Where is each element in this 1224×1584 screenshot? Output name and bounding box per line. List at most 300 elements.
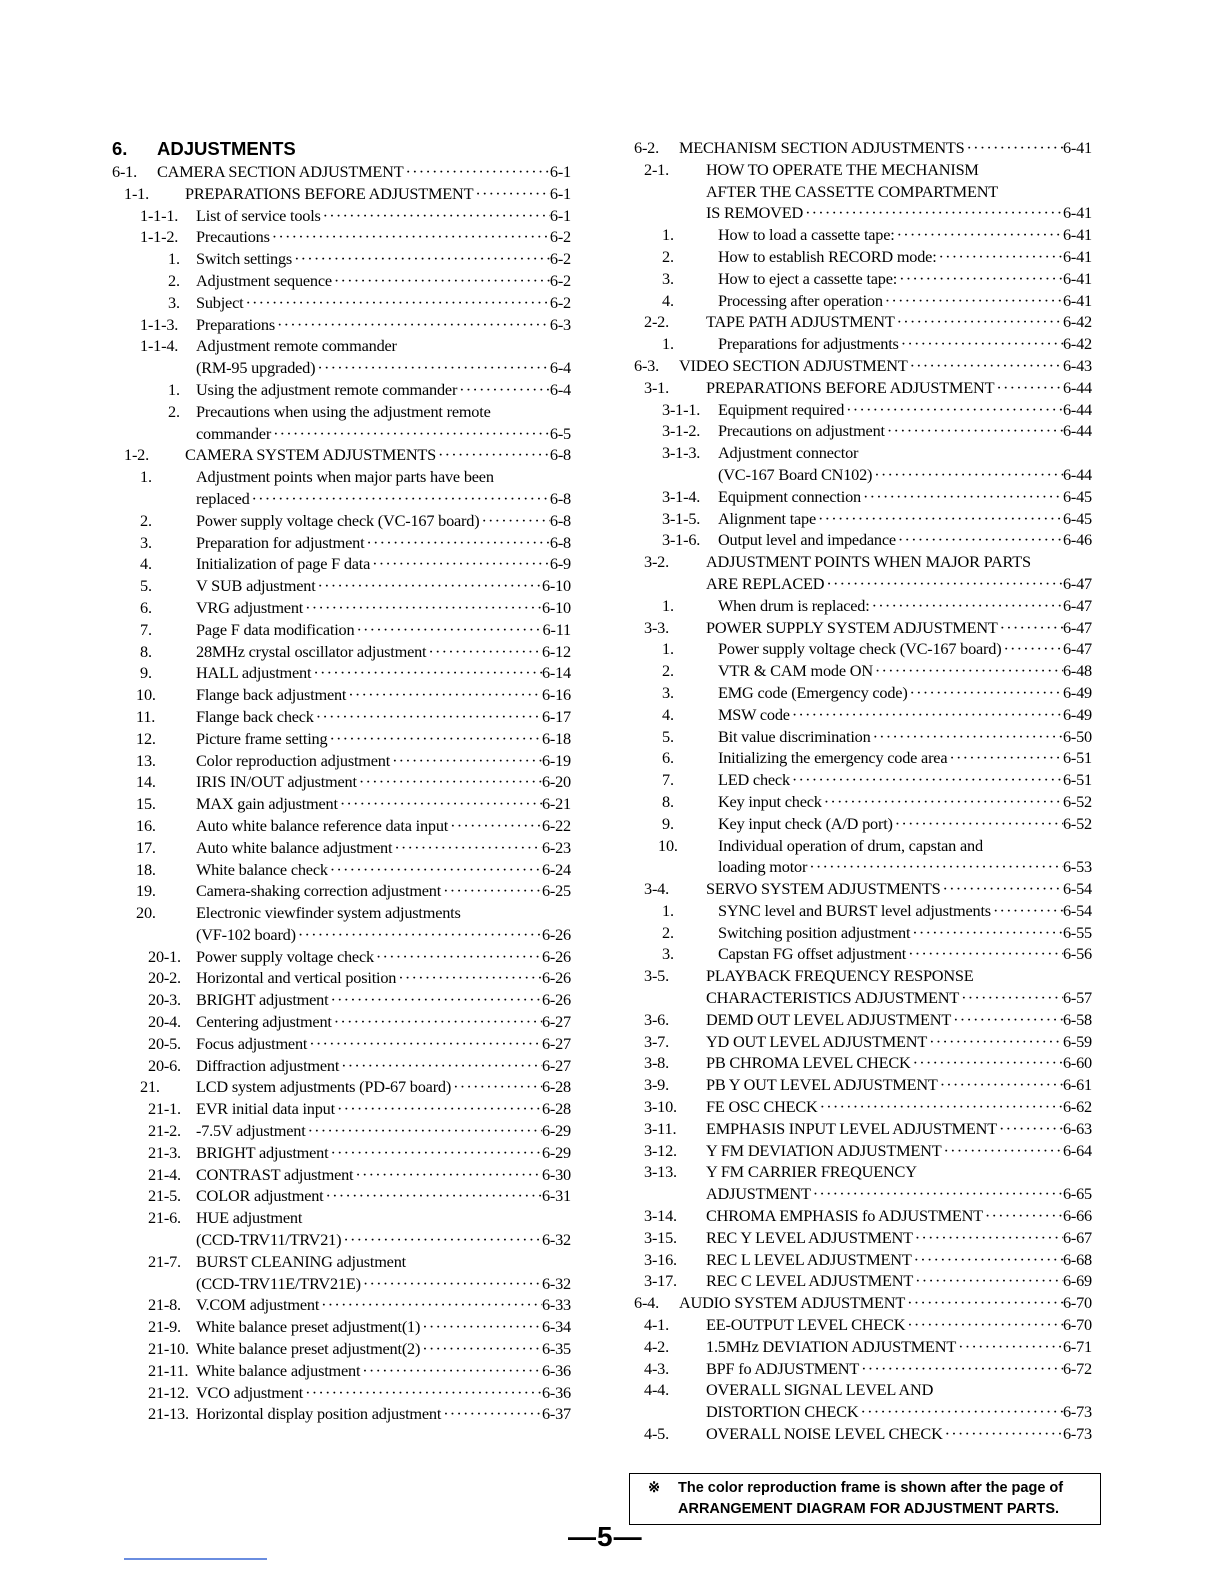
toc-entry-number: 3-17. [644, 1271, 677, 1291]
toc-entry-page: 6-2 [549, 227, 571, 247]
note-line-1 [648, 1478, 1100, 1499]
toc-entry [634, 1052, 1092, 1074]
toc-entry [112, 1120, 571, 1142]
dot-leader [335, 1098, 542, 1120]
dot-leader [354, 619, 542, 641]
toc-entry-number: 1-1-1. [140, 205, 179, 225]
toc-entry-number: 3-12. [644, 1140, 677, 1160]
dot-leader [883, 290, 1063, 312]
toc-entry-number: 7. [662, 770, 674, 790]
dot-leader [941, 1140, 1063, 1162]
toc-entry [634, 965, 1092, 987]
toc-entry-title: Precautions when using the adjustment remote [196, 401, 491, 421]
dot-leader [964, 137, 1062, 159]
dot-leader [803, 202, 1063, 224]
toc-entry [112, 1316, 571, 1338]
toc-entry-number: 2-2. [644, 312, 669, 332]
toc-entry-page: 6-4 [549, 358, 571, 378]
toc-entry-title: How to load a cassette tape: [718, 225, 895, 245]
toc-entry-title: COLOR adjustment [196, 1186, 324, 1206]
toc-entry [112, 205, 571, 227]
dot-leader [361, 1273, 542, 1295]
toc-entry [112, 946, 571, 968]
toc-right-list [634, 137, 1092, 1445]
toc-entry-number: 18. [136, 859, 156, 879]
dot-leader [893, 813, 1063, 835]
toc-entry-page: 6-57 [1062, 988, 1092, 1008]
toc-entry [112, 314, 571, 336]
toc-entry-title: 28MHz crystal oscillator adjustment [196, 641, 427, 661]
toc-entry [634, 1205, 1092, 1227]
toc-entry-page: 6-30 [541, 1164, 571, 1184]
toc-entry [634, 769, 1092, 791]
toc-entry-page: 6-51 [1062, 748, 1092, 768]
toc-entry-page: 6-8 [549, 510, 571, 530]
toc-entry-number [112, 1273, 196, 1295]
dot-leader [473, 183, 550, 205]
dot-leader [905, 1292, 1063, 1314]
toc-entry-title: REC L LEVEL ADJUSTMENT [706, 1249, 912, 1269]
toc-entry-page: 6-27 [541, 1012, 571, 1032]
toc-entry-page: 6-45 [1062, 486, 1092, 506]
toc-entry [112, 1338, 571, 1360]
toc-entry [112, 1033, 571, 1055]
toc-entry-title: How to eject a cassette tape: [718, 268, 898, 288]
toc-entry-title: Switching position adjustment [718, 922, 911, 942]
toc-entry-number: 21-7. [148, 1251, 181, 1271]
toc-entry-number: 6. [662, 748, 674, 768]
note-text-1: The color reproduction frame is shown after the page of [678, 1480, 1064, 1496]
toc-entry [634, 290, 1092, 312]
toc-entry-number: 21. [140, 1077, 160, 1097]
toc-entry-number: 20-1. [148, 946, 181, 966]
toc-entry-title: (CCD-TRV11/TRV21) [196, 1230, 342, 1250]
dot-leader [327, 728, 542, 750]
dot-leader [370, 553, 550, 575]
toc-entry [634, 1183, 1092, 1205]
toc-entry-title: BRIGHT adjustment [196, 1142, 329, 1162]
dot-leader [426, 641, 542, 663]
toc-entry [634, 1423, 1092, 1445]
toc-entry-title: Y FM CARRIER FREQUENCY [706, 1162, 917, 1182]
toc-entry-number: 4-5. [644, 1424, 669, 1444]
dot-leader [374, 946, 542, 968]
dot-leader [861, 486, 1063, 508]
toc-entry-page: 6-24 [541, 859, 571, 879]
toc-entry-number: 21-11. [148, 1360, 189, 1380]
dot-leader [905, 1314, 1063, 1336]
dot-leader [897, 268, 1063, 290]
toc-entry-number: 10. [136, 685, 156, 705]
toc-entry-number: 11. [136, 706, 156, 726]
note-line-2: ARRANGEMENT DIAGRAM FOR ADJUSTMENT PARTS. [678, 1501, 1060, 1517]
toc-entry [112, 924, 571, 946]
toc-entry-page: 6-3 [549, 314, 571, 334]
toc-entry-page: 6-27 [541, 1033, 571, 1053]
toc-entry-page: 6-52 [1062, 813, 1092, 833]
dot-leader [319, 1294, 542, 1316]
toc-entry-title: Power supply voltage check (VC-167 board) [196, 510, 480, 530]
toc-entry-title: HALL adjustment [196, 663, 312, 683]
toc-entry-title: Flange back check [196, 706, 314, 726]
toc-entry [112, 989, 571, 1011]
toc-entry [634, 1118, 1092, 1140]
toc-entry-page: 6-47 [1062, 617, 1092, 637]
dot-leader [353, 1164, 542, 1186]
toc-entry [112, 379, 571, 401]
toc-entry-number: 21-8. [148, 1295, 181, 1315]
dot-leader [328, 1142, 542, 1164]
toc-entry-title: List of service tools [196, 205, 321, 225]
toc-entry-title: TAPE PATH ADJUSTMENT [706, 312, 895, 332]
toc-entry-page: 6-9 [549, 554, 571, 574]
toc-entry [112, 444, 571, 466]
toc-entry-page: 6-32 [541, 1230, 571, 1250]
toc-entry-number: 20-4. [148, 1012, 181, 1032]
dot-leader [911, 1052, 1063, 1074]
toc-entry-page: 6-19 [541, 750, 571, 770]
dot-leader [895, 224, 1063, 246]
dot-leader [872, 464, 1063, 486]
toc-entry-page: 6-1 [549, 205, 571, 225]
toc-entry-title: commander [196, 423, 272, 443]
dot-leader [316, 575, 542, 597]
toc-entry-title: Preparation for adjustment [196, 532, 365, 552]
toc-entry-number: 5. [662, 726, 674, 746]
toc-entry-title: Adjustment connector [718, 443, 859, 463]
toc-entry-number: 20-6. [148, 1055, 181, 1075]
toc-entry [634, 464, 1092, 486]
toc-entry-page: 6-44 [1062, 399, 1092, 419]
toc-entry [634, 1227, 1092, 1249]
toc-entry-title: IS REMOVED [706, 203, 804, 223]
toc-entry [634, 704, 1092, 726]
toc-entry-title: Power supply voltage check [196, 946, 374, 966]
toc-entry [634, 1336, 1092, 1358]
toc-entry-number: 1-1-2. [140, 227, 179, 247]
toc-entry [112, 902, 571, 924]
dot-leader [457, 379, 550, 401]
toc-entry [634, 1074, 1092, 1096]
toc-entry-page: 6-69 [1062, 1271, 1092, 1291]
toc-entry-page: 6-47 [1062, 639, 1092, 659]
toc-entry [112, 706, 571, 728]
toc-entry [112, 967, 571, 989]
toc-entry [634, 202, 1092, 224]
toc-entry-page: 6-60 [1062, 1053, 1092, 1073]
dot-leader [303, 597, 542, 619]
dot-leader [436, 444, 550, 466]
toc-entry-title: AUDIO SYSTEM ADJUSTMENT [679, 1293, 906, 1313]
toc-entry-page: 6-26 [541, 968, 571, 988]
toc-entry-page: 6-28 [541, 1077, 571, 1097]
toc-entry-number: 1. [168, 379, 180, 399]
toc-entry-page: 6-55 [1062, 922, 1092, 942]
dot-leader [896, 529, 1063, 551]
toc-entry-page: 6-8 [549, 488, 571, 508]
toc-entry-title: Focus adjustment [196, 1033, 308, 1053]
toc-entry [634, 355, 1092, 377]
toc-entry-title: Precautions on adjustment [718, 421, 885, 441]
toc-entry-number: 2. [662, 922, 674, 942]
toc-entry-page: 6-1 [549, 183, 571, 203]
toc-entry-number [112, 488, 196, 510]
toc-entry-title: ADJUSTMENT [706, 1184, 811, 1204]
toc-entry [112, 793, 571, 815]
toc-entry-title: REC Y LEVEL ADJUSTMENT [706, 1227, 913, 1247]
dot-leader [307, 1033, 542, 1055]
toc-entry-number: 21-9. [148, 1317, 181, 1337]
toc-entry [112, 292, 571, 314]
toc-entry-page: 6-49 [1062, 704, 1092, 724]
toc-entry-page: 6-41 [1062, 138, 1092, 157]
dot-leader [357, 771, 542, 793]
toc-entry-page: 6-68 [1062, 1249, 1092, 1269]
toc-entry-title: (RM-95 upgraded) [196, 358, 316, 378]
toc-entry-number: 2. [662, 661, 674, 681]
toc-entry-title: CAMERA SECTION ADJUSTMENT [157, 162, 404, 181]
toc-entry-number: 2-1. [644, 159, 669, 179]
toc-entry-title: Adjustment points when major parts have been [196, 467, 494, 487]
toc-entry-title: ARE REPLACED [706, 573, 825, 593]
toc-entry [634, 1314, 1092, 1336]
toc-entry-title: Initialization of page F data [196, 554, 371, 574]
toc-entry-number: 15. [136, 794, 156, 814]
toc-entry [112, 815, 571, 837]
toc-entry [112, 728, 571, 750]
toc-entry [634, 682, 1092, 704]
toc-entry-page: 6-64 [1062, 1140, 1092, 1160]
toc-entry [634, 159, 1092, 181]
toc-entry-number: 3-10. [644, 1097, 677, 1117]
toc-entry-title: BURST CLEANING adjustment [196, 1251, 406, 1271]
toc-entry-page: 6-54 [1062, 900, 1092, 920]
toc-entry-page: 6-41 [1062, 203, 1092, 223]
dot-leader [243, 292, 549, 314]
dot-leader [328, 859, 542, 881]
toc-entry-number: 2. [168, 270, 180, 290]
toc-entry [112, 1207, 571, 1229]
toc-entry-number: 1. [662, 334, 674, 354]
toc-entry-title: LCD system adjustments (PD-67 board) [196, 1077, 452, 1097]
toc-entry-number [634, 1401, 706, 1423]
toc-entry-title: (CCD-TRV11E/TRV21E) [196, 1273, 361, 1293]
toc-entry-number: 3-16. [644, 1249, 677, 1269]
dot-leader [1001, 638, 1063, 660]
toc-entry-title: DISTORTION CHECK [706, 1402, 859, 1422]
toc-entry [634, 268, 1092, 290]
toc-entry-number: 1-1. [124, 183, 149, 203]
toc-entry-title: White balance preset adjustment(1) [196, 1317, 421, 1337]
toc-entry-title: Picture frame setting [196, 728, 328, 748]
toc-left-column [112, 137, 571, 1425]
toc-entry-page: 6-26 [541, 924, 571, 944]
dot-leader [420, 1338, 542, 1360]
toc-entry-title: BPF fo ADJUSTMENT [706, 1358, 860, 1378]
toc-entry [112, 750, 571, 772]
toc-entry [634, 399, 1092, 421]
toc-entry-number: 3-1-2. [662, 421, 701, 441]
toc-entry-title: White balance adjustment [196, 1360, 361, 1380]
dot-leader [328, 989, 542, 1011]
dot-leader [306, 1120, 542, 1142]
toc-entry [634, 1401, 1092, 1423]
toc-entry-title: Adjustment sequence [196, 270, 332, 290]
toc-entry-number: 1-1-3. [140, 314, 179, 334]
toc-entry-page: 6-44 [1062, 464, 1092, 484]
toc-entry-title: How to establish RECORD mode: [718, 246, 937, 266]
toc-entry-number: 4. [662, 704, 674, 724]
toc-entry [112, 183, 571, 205]
toc-entry-page: 6-31 [541, 1186, 571, 1206]
toc-entry-title: (VC-167 Board CN102) [718, 464, 873, 484]
toc-entry [112, 226, 571, 248]
toc-entry-title: Horizontal and vertical position [196, 968, 397, 988]
dot-leader [346, 684, 542, 706]
dot-leader [908, 682, 1063, 704]
toc-entry-number: 1. [168, 249, 180, 269]
dot-leader [913, 1227, 1063, 1249]
toc-entry [634, 1031, 1092, 1053]
toc-entry-page: 6-11 [542, 619, 571, 639]
toc-entry-title: V SUB adjustment [196, 576, 316, 596]
toc-entry-page: 6-20 [541, 772, 571, 792]
toc-entry-title: LED check [718, 770, 790, 790]
section-title: ADJUSTMENTS [157, 138, 296, 159]
dot-leader [332, 1011, 542, 1033]
toc-entry-page: 6-44 [1062, 377, 1092, 397]
toc-entry-number [634, 181, 706, 203]
toc-entry-title: IRIS IN/OUT adjustment [196, 772, 357, 792]
dot-leader [332, 270, 550, 292]
toc-entry [112, 880, 571, 902]
toc-entry-page: 6-44 [1062, 421, 1092, 441]
toc-entry-number: 8. [662, 791, 674, 811]
toc-entry-number: 6-3. [634, 355, 659, 375]
toc-entry-page: 6-72 [1062, 1358, 1092, 1378]
toc-entry [112, 1142, 571, 1164]
toc-entry [112, 859, 571, 881]
dot-leader [448, 815, 542, 837]
toc-entry [634, 747, 1092, 769]
toc-entry [112, 270, 571, 292]
toc-entry-title: replaced [196, 488, 250, 508]
toc-entry-page: 6-49 [1062, 682, 1092, 702]
toc-entry-number: 2. [168, 401, 180, 421]
toc-entry [634, 617, 1092, 639]
toc-entry [112, 553, 571, 575]
toc-entry-title: Flange back adjustment [196, 685, 347, 705]
toc-entry-title: OVERALL SIGNAL LEVEL AND [706, 1380, 934, 1400]
toc-entry-page: 6-63 [1062, 1118, 1092, 1138]
toc-entry-number: 6-1. [112, 162, 137, 181]
toc-entry-number: 16. [136, 815, 156, 835]
dot-leader [292, 248, 550, 270]
toc-entry-number: 21-4. [148, 1164, 181, 1184]
dot-leader [296, 924, 542, 946]
toc-entry-number: 3-11. [644, 1118, 677, 1138]
toc-entry-page: 6-14 [541, 663, 571, 683]
toc-entry [634, 791, 1092, 813]
toc-entry-number: 3-7. [644, 1031, 669, 1051]
toc-entry [634, 856, 1092, 878]
toc-entry-title: HOW TO OPERATE THE MECHANISM [706, 159, 979, 179]
toc-entry-page: 6-8 [549, 532, 571, 552]
toc-entry-title: BRIGHT adjustment [196, 990, 329, 1010]
toc-entry [634, 1249, 1092, 1271]
toc-entry-page: 6-73 [1062, 1402, 1092, 1422]
dot-leader [956, 1336, 1063, 1358]
toc-entry-page: 6-29 [541, 1121, 571, 1141]
toc-entry-number: 1. [662, 595, 674, 615]
toc-entry-title: PLAYBACK FREQUENCY RESPONSE [706, 966, 974, 986]
toc-entry-page: 6-26 [541, 946, 571, 966]
toc-entry-title: Preparations [196, 314, 275, 334]
toc-entry-number: 3-1-1. [662, 399, 701, 419]
toc-entry-page: 6-54 [1062, 879, 1092, 899]
toc-entry-number: 3-14. [644, 1206, 677, 1226]
toc-entry-title: SERVO SYSTEM ADJUSTMENTS [706, 879, 941, 899]
toc-entry [112, 1251, 571, 1273]
dot-leader [324, 1185, 542, 1207]
dot-leader [275, 314, 550, 336]
toc-entry-page: 6-41 [1062, 268, 1092, 288]
toc-entry-page: 6-8 [549, 445, 571, 465]
toc-entry-number: 3-1-5. [662, 508, 701, 528]
toc-entry [634, 638, 1092, 660]
toc-entry-number: 3-3. [644, 617, 669, 637]
toc-entry [634, 224, 1092, 246]
toc-entry-title: Y FM DEVIATION ADJUSTMENT [706, 1140, 942, 1160]
toc-entry-title: MECHANISM SECTION ADJUSTMENTS [679, 138, 965, 157]
dot-leader [451, 1076, 542, 1098]
dot-leader [908, 355, 1063, 377]
dot-leader [873, 660, 1063, 682]
dot-leader [360, 1360, 542, 1382]
toc-entry-title: Color reproduction adjustment [196, 750, 391, 770]
toc-entry-page: 6-41 [1062, 225, 1092, 245]
dot-leader [844, 399, 1063, 421]
toc-entry-page: 6-23 [541, 837, 571, 857]
toc-entry-page: 6-36 [541, 1360, 571, 1380]
toc-entry-title: Subject [196, 292, 244, 312]
toc-entry-title: REC C LEVEL ADJUSTMENT [706, 1271, 914, 1291]
dot-leader [338, 793, 542, 815]
dot-leader [927, 1031, 1063, 1053]
toc-entry-page: 6-32 [541, 1273, 571, 1293]
toc-entry-title: Equipment connection [718, 486, 861, 506]
dot-leader [994, 377, 1063, 399]
toc-entry-number: 3-1. [644, 377, 669, 397]
toc-entry-title: Switch settings [196, 249, 293, 269]
toc-entry [634, 835, 1092, 857]
toc-entry-page: 6-4 [549, 379, 571, 399]
dot-leader [790, 704, 1063, 726]
toc-entry [634, 529, 1092, 551]
toc-entry [112, 1098, 571, 1120]
toc-entry-page: 6-18 [541, 728, 571, 748]
toc-entry-title: When drum is replaced: [718, 595, 870, 615]
toc-entry-number: 21-13. [148, 1404, 189, 1424]
toc-entry [634, 333, 1092, 355]
toc-entry [112, 1011, 571, 1033]
toc-entry [634, 486, 1092, 508]
toc-entry [112, 1273, 571, 1295]
toc-entry-title: (VF-102 board) [196, 924, 296, 944]
toc-entry-page: 6-2 [549, 249, 571, 269]
toc-entry-number: 20-2. [148, 968, 181, 988]
toc-entry-page: 6-56 [1062, 944, 1092, 964]
